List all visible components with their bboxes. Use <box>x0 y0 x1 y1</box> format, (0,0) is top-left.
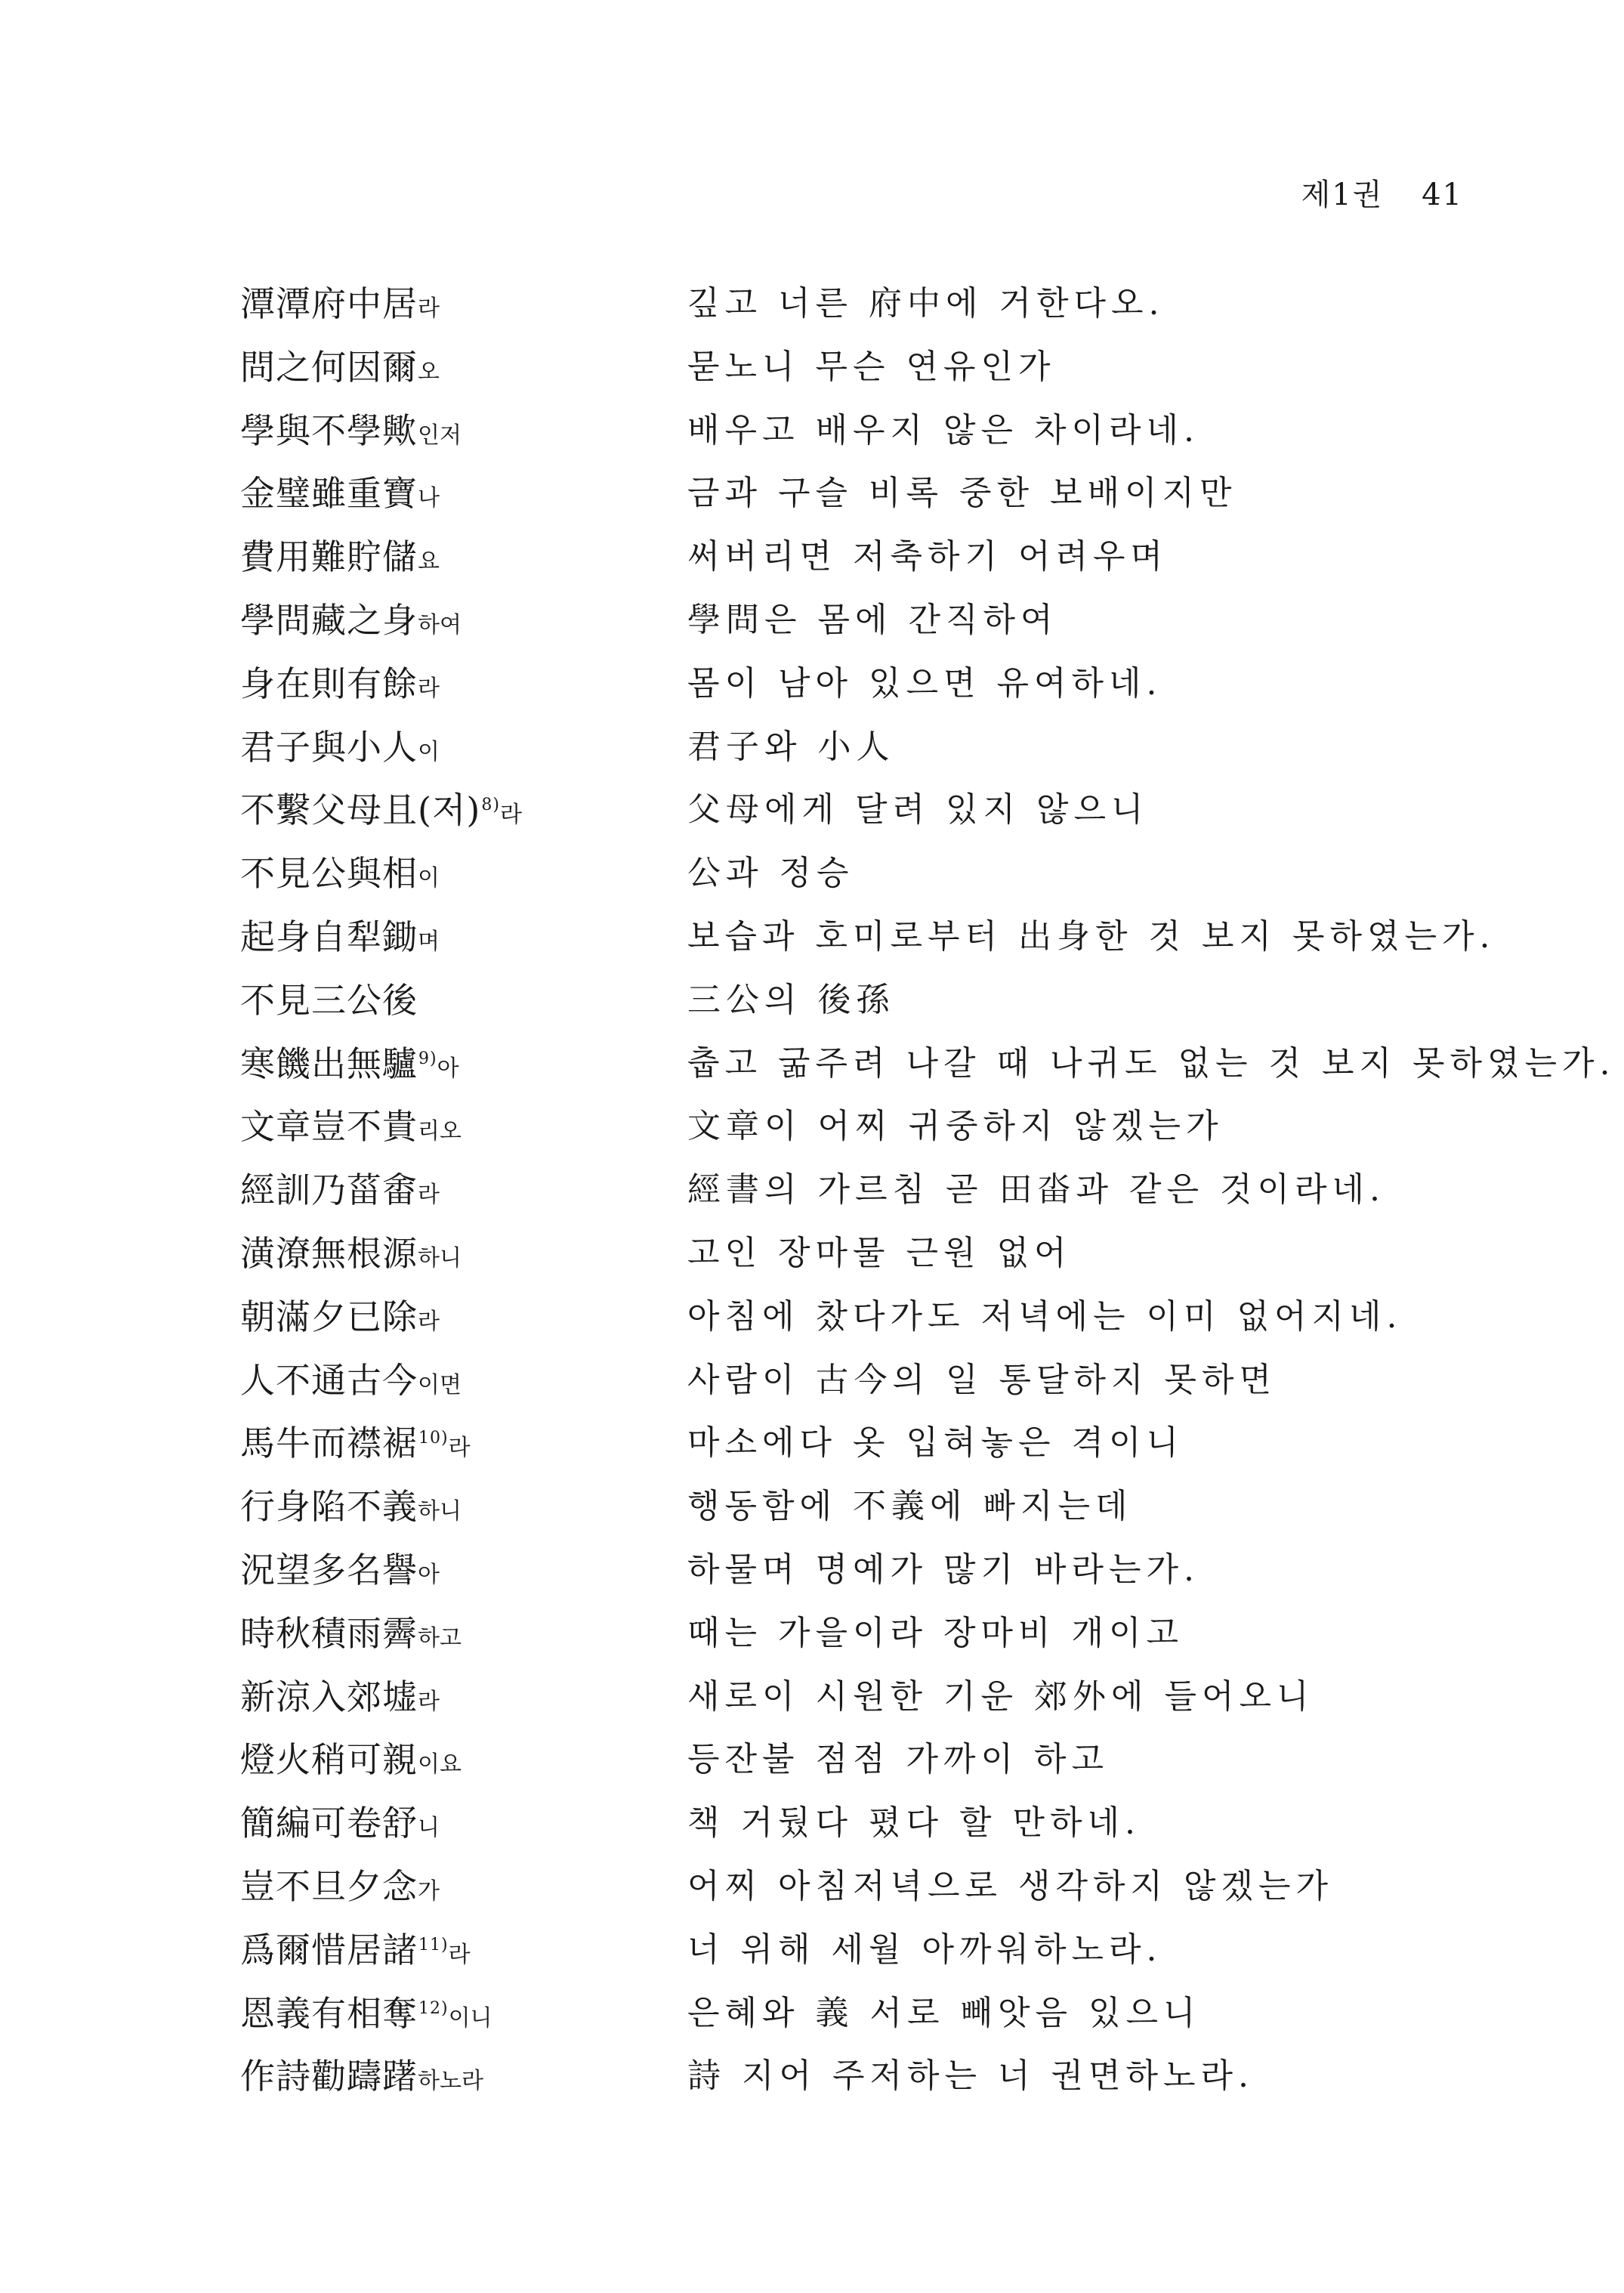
hanja-text: 簡編可卷舒 <box>240 1803 418 1844</box>
verse-line <box>0 1294 1624 1358</box>
hangul-suffix: 라 <box>418 295 440 322</box>
korean-translation: 君子와 小人 <box>687 727 895 766</box>
korean-translation: 三公의 後孫 <box>687 980 895 1019</box>
hanja-text: 不繫父母且(저) <box>240 790 481 831</box>
hanja-original <box>240 787 522 838</box>
hanja-text: 學問藏之身 <box>240 599 418 641</box>
hanja-original <box>240 1991 492 2041</box>
hangul-suffix: 라 <box>448 1435 471 1462</box>
hanja-original <box>240 345 440 395</box>
korean-translation: 책 거뒀다 폈다 할 만하네. <box>687 1803 1141 1843</box>
hanja-text: 行身陷不義 <box>240 1486 418 1528</box>
korean-translation: 너 위해 세월 아까워하노라. <box>687 1930 1162 1969</box>
korean-translation: 學問은 몸에 간직하여 <box>687 600 1058 639</box>
verse-line <box>0 1167 1624 1231</box>
korean-translation: 은혜와 義 서로 빼앗음 있으니 <box>687 1993 1201 2032</box>
hanja-original <box>240 1167 440 1218</box>
verse-line <box>0 1041 1624 1105</box>
hanja-original <box>240 1484 462 1534</box>
verse-line <box>0 661 1624 725</box>
verse-line <box>0 598 1624 661</box>
hanja-original <box>240 1104 462 1154</box>
hanja-original <box>240 1231 462 1281</box>
hanja-text: 人不通古今 <box>240 1359 418 1401</box>
hangul-suffix: 이니 <box>448 2004 492 2032</box>
verse-line <box>0 1611 1624 1674</box>
hanja-original <box>240 914 440 965</box>
hanja-text: 身在則有餘 <box>240 663 418 704</box>
hanja-text: 不見三公後 <box>240 979 418 1021</box>
hangul-suffix: 하니 <box>418 1498 462 1525</box>
page-header <box>1301 171 1463 214</box>
hanja-text: 作詩勸躊躇 <box>240 2056 418 2097</box>
korean-translation: 때는 가을이라 장마비 개이고 <box>687 1613 1184 1652</box>
hanja-original <box>240 2054 483 2104</box>
korean-translation: 아침에 찼다가도 저녁에는 이미 없어지네. <box>687 1296 1403 1336</box>
hangul-suffix: 이 <box>418 738 440 765</box>
korean-translation: 금과 구슬 비록 중한 보배이지만 <box>687 474 1237 513</box>
footnote-marker: 8) <box>481 796 500 815</box>
verse-line <box>0 1104 1624 1167</box>
verse-line <box>0 851 1624 914</box>
hanja-text: 費用難貯儲 <box>240 536 418 578</box>
hangul-suffix: 라 <box>418 675 440 702</box>
verse-line <box>0 978 1624 1041</box>
hanja-text: 問之何因爾 <box>240 346 418 388</box>
hangul-suffix: 아 <box>437 1055 459 1082</box>
hanja-original <box>240 1294 440 1345</box>
hanja-text: 文章豈不貴 <box>240 1106 418 1148</box>
verse-line <box>0 1991 1624 2054</box>
hangul-suffix: 라 <box>448 1941 471 1968</box>
hangul-suffix: 요 <box>418 549 440 576</box>
verse-line <box>0 534 1624 598</box>
hangul-suffix: 니 <box>418 1815 440 1842</box>
korean-translation: 새로이 시원한 기운 郊外에 들어오니 <box>687 1676 1314 1716</box>
verse-line <box>0 408 1624 471</box>
hangul-suffix: 리오 <box>418 1118 462 1145</box>
hanja-original <box>240 408 462 459</box>
korean-translation: 고인 장마물 근원 없어 <box>687 1233 1072 1272</box>
verse-line <box>0 2054 1624 2117</box>
hanja-original <box>240 1611 462 1661</box>
hangul-suffix: 아 <box>418 1561 440 1588</box>
korean-translation: 어찌 아침저녁으로 생각하지 않겠는가 <box>687 1866 1334 1905</box>
hanja-text: 朝滿夕已除 <box>240 1296 418 1337</box>
verse-line <box>0 1864 1624 1927</box>
footnote-marker: 10) <box>418 1429 449 1448</box>
korean-translation: 父母에게 달려 있지 않으니 <box>687 790 1149 830</box>
hanja-text: 新涼入郊墟 <box>240 1676 418 1717</box>
hangul-suffix: 가 <box>418 1877 440 1905</box>
hanja-text: 豈不旦夕念 <box>240 1865 418 1907</box>
verse-line <box>0 914 1624 978</box>
hanja-original <box>240 471 440 521</box>
korean-translation: 몸이 남아 있으면 유여하네. <box>687 663 1162 703</box>
footnote-marker: 11) <box>418 1935 449 1955</box>
korean-translation: 사람이 古今의 일 통달하지 못하면 <box>687 1360 1277 1399</box>
hanja-original <box>240 1358 462 1408</box>
hanja-original <box>240 851 440 901</box>
hanja-original <box>240 1547 440 1598</box>
verse-line <box>0 1484 1624 1547</box>
verse-line <box>0 1927 1624 1991</box>
korean-translation: 춥고 굶주려 나갈 때 나귀도 없는 것 보지 못하였는가. <box>687 1043 1616 1083</box>
korean-translation: 써버리면 저축하기 어려우며 <box>687 537 1169 576</box>
footnote-marker: 12) <box>418 1998 449 2018</box>
hanja-original <box>240 1800 440 1851</box>
hangul-suffix: 라 <box>418 1688 440 1715</box>
hanja-original <box>240 281 440 332</box>
hanja-text: 寒饑出無驢 <box>240 1043 418 1084</box>
page-number: 41 <box>1422 178 1463 212</box>
hanja-text: 起身自犁鋤 <box>240 916 418 957</box>
verse-line <box>0 1358 1624 1421</box>
hanja-original <box>240 1927 471 1978</box>
verse-line <box>0 1231 1624 1294</box>
verse-line <box>0 345 1624 408</box>
hanja-text: 爲爾惜居諸 <box>240 1929 418 1970</box>
korean-translation: 보습과 호미로부터 出身한 것 보지 못하였는가. <box>687 916 1496 956</box>
hangul-suffix: 이요 <box>418 1751 462 1778</box>
hanja-original <box>240 1420 471 1471</box>
hanja-text: 學與不學歟 <box>240 409 418 451</box>
verse-line <box>0 1737 1624 1800</box>
verse-line <box>0 471 1624 534</box>
verse-line <box>0 725 1624 788</box>
hangul-suffix: 나 <box>418 485 440 512</box>
hanja-text: 馬牛而襟裾 <box>240 1423 418 1464</box>
hangul-suffix: 며 <box>418 928 440 955</box>
hanja-original <box>240 1737 462 1788</box>
hangul-suffix: 하노라 <box>418 2068 483 2095</box>
korean-translation: 배우고 배우지 않은 차이라네. <box>687 410 1199 450</box>
verse-line <box>0 281 1624 345</box>
hanja-text: 潢潦無根源 <box>240 1232 418 1274</box>
hanja-text: 金璧雖重寶 <box>240 473 418 515</box>
korean-translation: 등잔불 점점 가까이 하고 <box>687 1740 1109 1779</box>
hanja-text: 時秋積雨霽 <box>240 1612 418 1654</box>
hangul-suffix: 라 <box>499 802 522 829</box>
hanja-text: 恩義有相奪 <box>240 1992 418 2034</box>
hanja-original <box>240 725 440 775</box>
korean-translation: 하물며 명예가 많기 바라는가. <box>687 1550 1199 1589</box>
korean-translation: 마소에다 옷 입혀놓은 격이니 <box>687 1423 1184 1463</box>
hangul-suffix: 라 <box>418 1182 440 1209</box>
verse-line <box>0 787 1624 851</box>
hangul-suffix: 라 <box>418 1308 440 1335</box>
korean-translation: 행동함에 不義에 빠지는데 <box>687 1487 1133 1526</box>
korean-translation: 깊고 너른 府中에 거한다오. <box>687 284 1165 323</box>
hanja-text: 況望多名譽 <box>240 1549 418 1590</box>
hanja-original <box>240 978 418 1023</box>
verse-lines <box>0 281 1624 2117</box>
verse-line <box>0 1800 1624 1864</box>
verse-line <box>0 1420 1624 1484</box>
volume-label: 제1권 <box>1301 178 1384 212</box>
hanja-original <box>240 1041 459 1092</box>
korean-translation: 文章이 어찌 귀중하지 않겠는가 <box>687 1107 1224 1146</box>
korean-translation: 經書의 가르침 곧 田畓과 같은 것이라네. <box>687 1170 1385 1210</box>
hanja-original <box>240 534 440 585</box>
hanja-text: 潭潭府中居 <box>240 283 418 324</box>
korean-translation: 公과 정승 <box>687 854 854 893</box>
korean-translation: 묻노니 무슨 연유인가 <box>687 347 1056 386</box>
hanja-original <box>240 661 440 712</box>
verse-line <box>0 1547 1624 1611</box>
korean-translation: 詩 지어 주저하는 너 권면하노라. <box>687 2057 1254 2096</box>
hangul-suffix: 이면 <box>418 1371 462 1398</box>
hanja-text: 經訓乃菑畬 <box>240 1170 418 1211</box>
hanja-original <box>240 598 462 648</box>
hanja-original <box>240 1864 440 1914</box>
hangul-suffix: 하니 <box>418 1244 462 1272</box>
hangul-suffix: 인저 <box>418 422 462 449</box>
hangul-suffix: 이 <box>418 865 440 892</box>
hanja-text: 不見公與相 <box>240 853 418 895</box>
hanja-text: 燈火稍可親 <box>240 1739 418 1781</box>
hangul-suffix: 하고 <box>418 1624 462 1652</box>
hanja-text: 君子與小人 <box>240 726 418 768</box>
hangul-suffix: 오 <box>418 358 440 385</box>
hangul-suffix: 하여 <box>418 611 462 638</box>
hanja-original <box>240 1674 440 1725</box>
footnote-marker: 9) <box>418 1049 437 1068</box>
verse-line <box>0 1674 1624 1738</box>
